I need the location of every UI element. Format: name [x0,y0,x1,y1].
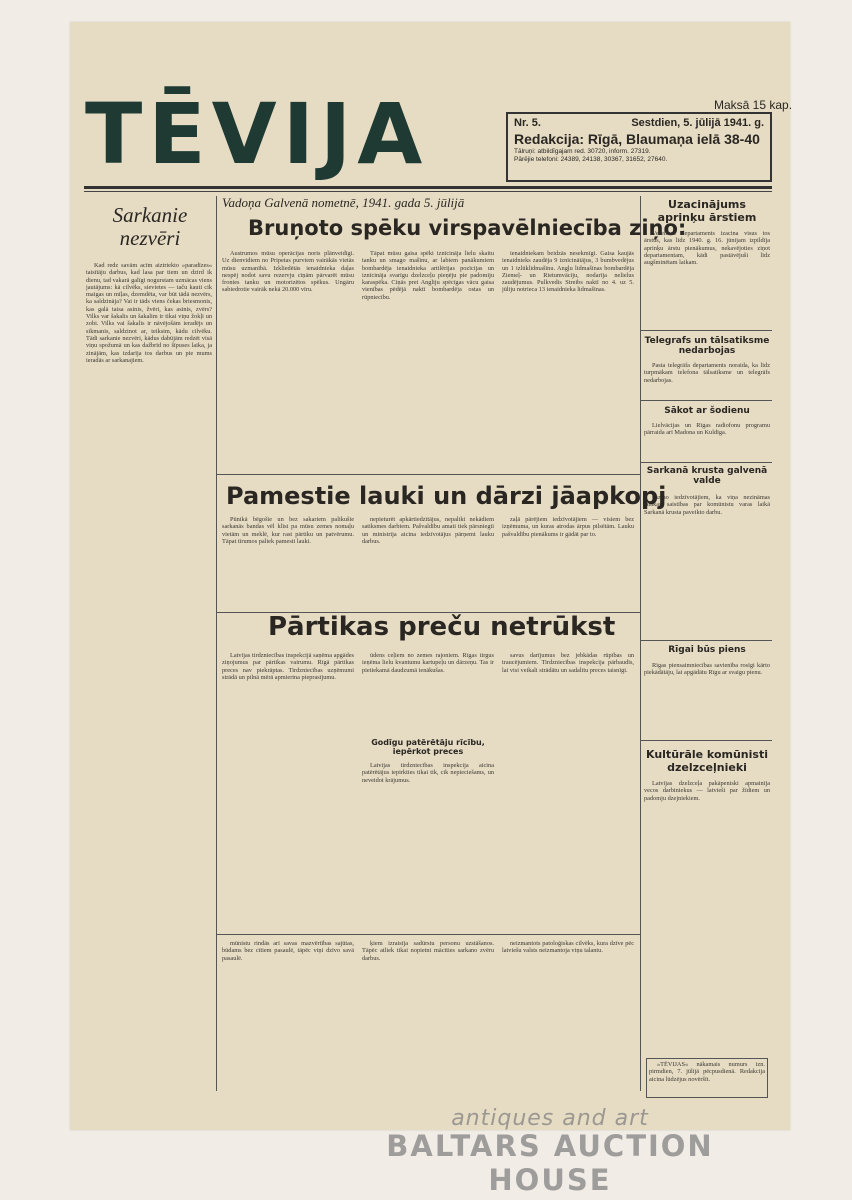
left-column-text [86,262,212,1092]
section-divider [216,934,640,935]
bottom-col-3 [502,652,634,932]
right-text-3 [644,422,770,458]
phones-line-1: Tālruņi: atbildīgajam red. 30720, inform. 27319. [514,148,651,155]
bottom-subhead: Godīgu patērētāju rīcību, iepērkot preces [371,738,485,757]
mid-col-3-text: zaļā pārējiem iedzīvotājiem — visiem bez izņēmuma, un kuras atrodas ārpus pilsētām. Lauku pašvaldību pienākums ir gādāt par to. [502,516,634,538]
bottom-col-3-text: savus darījumus bez jebkādas rūpības un traucējumiem. Tirdzniecības inspekcija pārbaudīs, lai visi veikali strādātu un sadalītu preces taisnīgi. [502,652,634,674]
bottom-col-1 [222,652,354,932]
right-text-5-p: Rīgas piensaimniecības savienība rosīgi kārto piekādātāju, lai apgādātu Rīgu ar svaigu pienu. [644,662,770,677]
right-divider [640,740,772,741]
masthead-title: TĒVIJA [85,85,429,183]
next-issue-box [646,1058,768,1098]
right-text-4-p: paziņo iedzīvotājiem, ka viņa nezināmas tālākas saistības par komūnistu varas laikā Sarkanā krusta paveikto darbu. [644,494,770,516]
mid-col-1 [222,516,354,608]
bottom-col-1-text: Latvijas tirdzniecības inspekcijā saņēma apgādes ziņojumus par pārtikas vairumu. Rīgā pārtikas preces nav piekrāptas. Tirdzniecības uzņēmumi strādā un pilnā mērā apmierina pieprasījumu. [222,652,354,681]
watermark-line-1: antiques and art [451,1106,649,1131]
right-divider [640,462,772,463]
next-issue-text: »TĒVIJAS« nākamais numurs izn. pirmdien, 7. jūlijā pēcpusdienā. Redakcija aicina lūdzējus novēršīt. [649,1061,765,1083]
right-text-1-p: Veselības departaments izacina visus tos ārstus, kas līdz 1940. g. 16. jūnijam izpildīja aprinķu ārstu pienākumus, nekavējoties ziņot departamentam, kādi pastāvējuši līdz augšminētam laikam. [644,230,770,267]
section-divider [216,474,640,475]
auction-watermark [320,1106,780,1197]
right-text-5 [644,662,770,736]
right-text-6-p: Latvijas dzelzceļa pakāpeniski apmainīja vecos darbiniekus — latvieši par žīdiem un padomju dzejniekiem. [644,780,770,802]
watermark-line-2: BALTARS AUCTION HOUSE [386,1129,714,1197]
masthead-rule [84,186,772,189]
front-col-3 [502,250,634,470]
front-headline: Bruņoto spēku virspavēlniecība ziņo: [248,216,687,240]
left-column-heading: Sarkanie nezvēri [112,203,188,251]
front-col-2 [362,250,494,470]
right-text-1 [644,230,770,326]
right-heading-1: Uzacinājums aprinķu ārstiem [657,198,757,224]
masthead-rule-thin [84,191,772,192]
right-text-2 [644,362,770,398]
mid-col-2-text: nepieturēt apkārtiedzītājus, nepalikt nekādiem satiksmes darbiem. Pašvaldību amati tiek pārsniegti un ministrija aicina iedzīvotājus pārņemt lauku darbus. [362,516,494,545]
front-col-3-text: ienaidniekam beidzās nesekmīgi. Gaisa kaujās ienaidnieks zaudēja 9 iznīcinātājus, 3 bumbvedējus un 1 izlūklidmašīnu. Angļu lidmašīnas bombardēja Ziemeļ- un Rietumvāciju, nodarīja nelielus zaudējumus. Pulkvedis Streibs naktī no 4. uz 5. jūliju notrieca 13 ienaidnieka lidmašīnas. [502,250,634,294]
continuation-col-3 [502,940,634,1080]
right-divider [640,400,772,401]
continuation-col-1 [222,940,354,1080]
continuation-col-3-text: neizmantots patoloģiskas cilvēks, kura dzīve pēc latviešu valsts neizmantoja viņu talantu. [502,940,634,955]
dateline: Vadoņa Galvenā nometnē, 1941. gada 5. jūlijā [222,195,465,210]
left-column-paragraph: Kad redz savām acīm aiztriekto »paradīzes« taisītāju darbus, kad lasa par tiem un dzird ik dienu, tad vakarā galīgi nogurstam uzmācas viens jautājums: kā cilvēks, sievietes — taču kauti cik maigas un mīļas, dzemdēta, var būt tādā nezvērs, ka saldzināja? Vai ir tāds viens čekas briesmonis, kas galā taisa asinis, žvēri, kas asinis, zvērs? Vilks var šakalis un šakalim ir tikai viņu žokļi un zobi. Vilks vai šakalis ir nāvējošām ieradējs un sīkmanis, saldzinot ar, teiksim, kādu cilvēku. Tādi sarkanie nezvēri, kādus dabūjām redzēt visā viņu spožumā un kas dažbrīd no šīpuses laika, ja zinājām, kas izdarīja tos darbus un pie mums ieradās ar sarkanajiem. [86,262,212,364]
right-text-3-p: Lielvācijas un Rīgas radiofonu programu pārraida arī Madona un Kuldīga. [644,422,770,437]
front-col-2-text: Tāpat mūsu gaisa spēki iznīcināja lielu skaitu tanku un smago mašīnu, ar labiem panākumiem bombardēja ienaidnieka artilērijas pozīcijas un iznīcināja svarīgu dzelzceļu pieņēju pie padomiju karaspēka. Ciņās pret Angliju spēcīgas vācu gaisa vienības pēdējā naktī bombardēja ostas un rūpniecību. [362,250,494,301]
mid-col-3 [502,516,634,608]
right-text-2-p: Pasta telegrāfa departaments noraida, ka līdz turpmākam telefona tālsatiksme un telegrāfs nedarbojas. [644,362,770,384]
bottom-col-2-text: ūdens ceļiem no zemes rajoniem. Rīgas tirgus ieņēma lielu kvantumu kartupeļu un dārzeņu. Tas ir pietiekamā daudzumā ienākušas. [362,652,494,674]
right-divider [640,330,772,331]
mid-col-1-text: Pūnikā bēgošie un bez sakariem palikušie sarkanās bandas vēl klīst pa mūsu zemes nomaļu vietām un meklē, kur rast pārtiku un patvērumu. Tāpat tīrumos paliek pamesti lauki. [222,516,354,545]
issue-number: Nr. 5. [514,117,541,129]
right-text-6 [644,780,770,1056]
right-text-4 [644,494,770,636]
issue-row [514,117,764,129]
front-col-1-text: Austrumos mūsu operācijas noris plānveidīgi. Uz dienvidiem no Pripetas purviem vairākās vietās mūsu uzmanībā. Izkliedētās ienaidnieka daļas nespēj nodot savu rezervju cīņām pārvarēt mūsu frontes tanku un motorizētos spēkus. Ungāru sabiedrotie vairāk nekā 20.000 vīru. [222,250,354,294]
right-heading-3: Sākot ar šodienu [664,406,750,416]
continuation-col-2-text: ķiem izraisīja sadūrstu personu uzstāšanos. Tāpēc atliek tikai nopietni mācīties sarkano zvēru darbus. [362,940,494,962]
bottom-col-2 [362,652,494,732]
issue-box [506,112,772,182]
front-col-1 [222,250,354,470]
bottom-headline: Pārtikas preču netrūkst [268,612,616,642]
right-heading-5: Rīgai būs piens [668,645,746,655]
right-heading-2: Telegrafs un tālsatiksme nedarbojas [644,336,770,356]
right-divider [640,640,772,641]
price-label: Maksā 15 kap. [714,98,793,112]
issue-date: Sestdien, 5. jūlijā 1941. g. [631,117,764,129]
right-heading-4: Sarkanā krusta galvenā valde [646,466,768,486]
phones-line-2: Pārējie telefoni: 24389, 24138, 30367, 31652, 27640. [514,156,668,164]
editorial-address: Redakcija: Rīgā, Blaumaņa ielā 38-40 [514,131,760,147]
continuation-col-1-text: mūnistu rindās arī savas mazvērtības sajūtas, būdams bez cītiem pasaulē, tāpēc viņi dzīvo savā pasaulē. [222,940,354,962]
column-divider-left [216,196,217,1091]
bottom-col-2b-text: Latvijas tirdzniecības inspekcija aicina patērētājus iepirkties tikai tik, cik nepieciešams, un neveidot krājumus. [362,762,494,784]
bottom-col-2b [362,762,494,932]
continuation-col-2 [362,940,494,1080]
mid-col-2 [362,516,494,608]
mid-headline: Pamestie lauki un dārzi jāapkopj [226,482,667,510]
right-heading-6: Kultūrāle komūnisti dzelzceļnieki [646,748,768,774]
